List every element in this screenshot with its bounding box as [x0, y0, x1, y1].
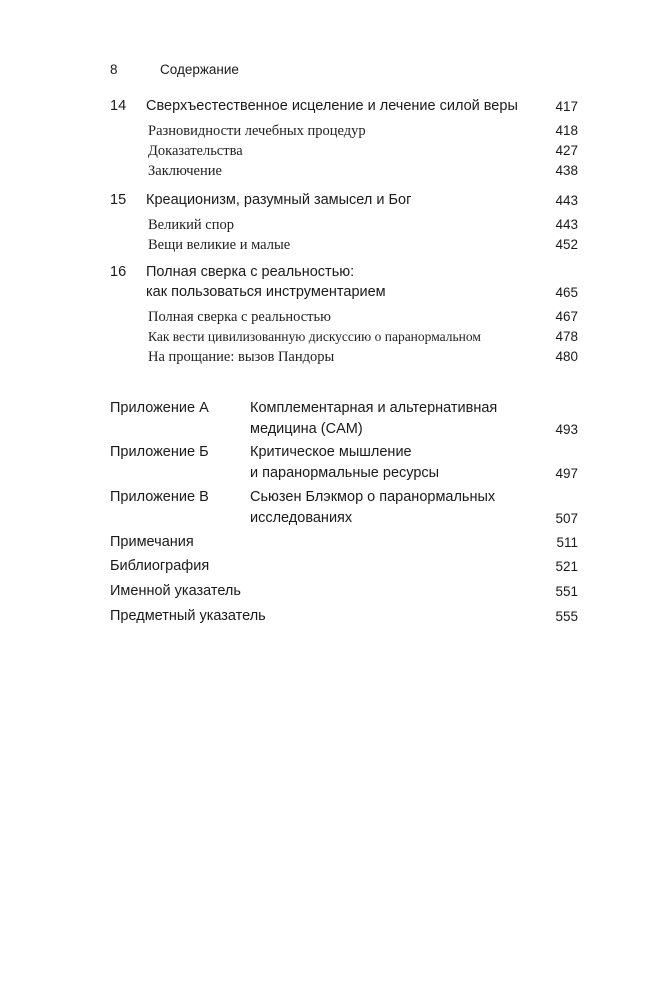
back-matter-title: Примечания: [110, 534, 194, 550]
section-title: Полная сверка с реальностью: [148, 309, 331, 325]
appendix-page: 497: [555, 466, 578, 481]
section-page: 418: [555, 123, 578, 138]
appendix-title-line-1: Критическое мышление: [250, 444, 412, 460]
back-matter-title: Предметный указатель: [110, 608, 266, 624]
chapter-page: 443: [555, 193, 578, 208]
back-matter-page: 511: [556, 535, 578, 550]
section-page: 452: [555, 237, 578, 252]
section-title: Великий спор: [148, 217, 234, 233]
chapter-title-line-1: Полная сверка с реальностью:: [146, 264, 355, 280]
back-matter-title: Именной указатель: [110, 583, 241, 599]
section-page: 467: [555, 309, 578, 324]
appendix-title-line-2: медицина (CAM): [250, 421, 363, 437]
appendix-label: Приложение Б: [110, 444, 209, 460]
appendix-label: Приложение А: [110, 400, 209, 416]
chapter-page: 465: [555, 285, 578, 300]
appendix-page: 507: [555, 511, 578, 526]
chapter-number: 16: [110, 264, 127, 280]
back-matter-page: 521: [555, 559, 578, 574]
back-matter-page: 555: [555, 609, 578, 624]
appendix-title-line-1: Сьюзен Блэкмор о паранормальных: [250, 489, 496, 505]
chapter-title: Сверхъестественное исцеление и лечение силой веры: [146, 98, 518, 114]
appendix-label: Приложение В: [110, 489, 209, 505]
chapter-page: 417: [555, 99, 578, 114]
appendix-title-line-1: Комплементарная и альтернативная: [250, 400, 498, 416]
section-page: 438: [555, 163, 578, 178]
chapter-number: 14: [110, 98, 127, 114]
appendix-page: 493: [555, 422, 578, 437]
running-title: Содержание: [160, 62, 239, 77]
chapter-title: Креационизм, разумный замысел и Бог: [146, 192, 412, 208]
section-title: Разновидности лечебных процедур: [148, 123, 366, 139]
section-page: 427: [555, 143, 578, 158]
back-matter-page: 551: [555, 584, 578, 599]
appendix-title-line-2: исследованиях: [250, 510, 353, 526]
chapter-title-line-2: как пользоваться инструментарием: [146, 284, 386, 300]
page-number: 8: [110, 62, 118, 77]
appendix-title-line-2: и паранормальные ресурсы: [250, 465, 440, 481]
section-title: Вещи великие и малые: [148, 237, 291, 253]
back-matter-title: Библиография: [110, 558, 210, 574]
section-title: Как вести цивилизованную дискуссию о паранормальном: [148, 329, 481, 344]
section-title: На прощание: вызов Пандоры: [148, 349, 335, 365]
section-page: 478: [555, 329, 578, 344]
section-title: Заключение: [148, 163, 222, 179]
section-page: 443: [555, 217, 578, 232]
chapter-number: 15: [110, 192, 127, 208]
section-page: 480: [555, 349, 578, 364]
section-title: Доказательства: [148, 143, 243, 159]
